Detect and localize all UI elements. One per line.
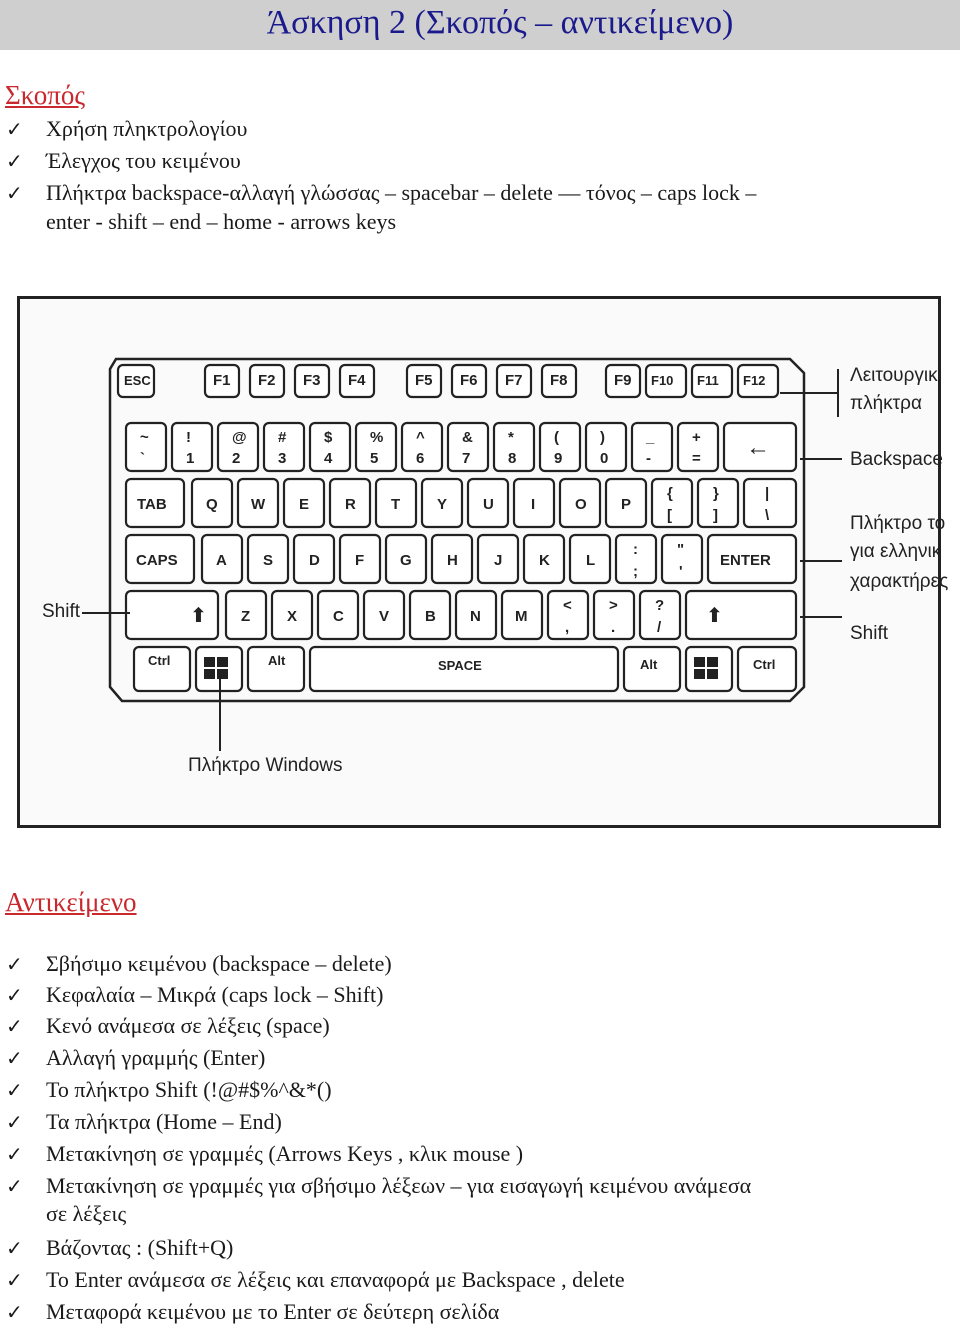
check-icon: ✓ [6,149,23,173]
key-alt-label: Alt [268,653,286,668]
key-bottom-label: / [657,619,662,636]
check-icon: ✓ [6,181,23,205]
keyboard-diagram [20,299,949,825]
list-item [6,1010,330,1042]
key-letter-label: P [621,496,632,513]
key-letter-label: G [400,552,412,569]
key-letter-label: L [586,552,596,569]
check-icon: ✓ [6,1268,23,1292]
list-item-text: Βάζοντας : (Shift+Q) [46,1235,234,1260]
list-item-text: Κεφαλαία – Μικρά (caps lock – Shift) [46,982,384,1007]
list-item [6,1042,265,1074]
key-letter-label: D [309,552,320,569]
key-top-label: " [677,541,685,558]
page-title: Άσκηση 2 (Σκοπός – αντικείμενο) [266,4,734,41]
annotation-shift-left: Shift [42,601,81,622]
key-bottom-label: 6 [416,450,425,467]
check-icon: ✓ [6,1300,23,1324]
key-bottom-label: ' [679,563,683,580]
check-icon: ✓ [6,1236,23,1260]
list-item [6,1138,523,1170]
key-letter-label: V [379,608,390,625]
key-top-label: ) [600,429,605,446]
qwerty-row [126,479,796,527]
key-letter-label: O [575,496,587,513]
key-letter-label: M [515,608,528,625]
list-item [6,979,383,1011]
shift-row [126,591,796,639]
list-item-text: Τα πλήκτρα (Home – End) [46,1109,282,1134]
key-top-label: * [508,429,514,446]
key-f4-label: F4 [348,372,366,389]
key-letter-label: Q [206,496,218,513]
section-heading-skopos: Σκοπός [5,80,86,110]
key-f2-label: F2 [258,372,276,389]
list-item-text: Έλεγχος του κειμένου [46,148,241,173]
key-shift-right [686,591,796,639]
key-letter-label: X [287,608,298,625]
annotation-windows-key: Πλήκτρο Windows [188,755,343,776]
list-item [6,1106,282,1138]
key-letter-label: R [345,496,356,513]
key-f11-label: F11 [697,373,719,388]
key-top-label: { [667,485,673,502]
key-top-label: ~ [140,429,149,446]
check-icon: ✓ [6,1046,23,1070]
key-bottom-label: 5 [370,450,379,467]
key-bottom-label: 0 [600,450,609,467]
key-bottom-label: ` [140,450,145,467]
key-top-label: ! [186,429,191,446]
key-symbol [744,479,796,527]
key-bottom-label: 1 [186,450,195,467]
key-bottom-label: - [646,450,651,467]
annotation-greek-keys-line1: Πλήκτρο το [850,513,946,534]
check-icon: ✓ [6,1014,23,1038]
annotation-greek-keys-line3: χαρακτήρες [850,571,949,592]
key-top-label: } [713,485,719,502]
key-letter-label: K [539,552,550,569]
list-item-text: Χρήση πληκτρολογίου [46,116,248,141]
key-letter-label: A [216,552,227,569]
key-f5-label: F5 [415,372,433,389]
section-heading-antikeimeno: Αντικείμενο [5,887,137,917]
key-bottom-label: 8 [508,450,517,467]
key-letter-label: F [355,552,365,569]
backspace-arrow-icon: ← [746,434,770,461]
key-f7-label: F7 [505,372,523,389]
list-item-text: Αλλαγή γραμμής (Enter) [46,1045,266,1070]
key-bottom-label: 4 [324,450,333,467]
key-letter-label: Z [241,608,251,625]
check-icon: ✓ [6,1078,23,1102]
list-item [6,1296,499,1328]
check-icon: ✓ [6,983,23,1007]
function-row [118,365,778,397]
key-letter-label: W [251,496,266,513]
key-f6-label: F6 [460,372,478,389]
bottom-row [134,647,796,691]
shift-arrow-icon: ⬆ [706,605,723,627]
key-bottom-label: = [692,450,701,467]
key-letter-label: Y [437,496,448,513]
annotation-function-keys-line2: πλήκτρα [850,393,922,414]
list-item [6,948,392,980]
key-letter-label: N [470,608,481,625]
list-item-text: Σβήσιμο κειμένου (backspace – delete) [46,951,392,976]
key-bottom-label: [ [667,507,672,524]
list-item-text: Πλήκτρα backspace-αλλαγή γλώσσας – spacebar – delete — τόνος – caps lock – [46,180,757,205]
key-bottom-label: 2 [232,450,241,467]
key-bottom-label: ; [633,563,638,580]
key-letter-label: B [425,608,436,625]
key-top-label: # [278,429,287,446]
list-item-continuation: enter - shift – end – home - arrows keys [46,209,397,234]
key-f10-label: F10 [651,373,674,388]
check-icon: ✓ [6,952,23,976]
list-item [6,113,247,145]
key-bottom-label: , [565,619,570,636]
key-f12-label: F12 [743,373,766,388]
list-item-text: Κενό ανάμεσα σε λέξεις (space) [46,1013,330,1038]
shift-arrow-icon: ⬆ [190,605,207,627]
key-top-label: _ [646,429,655,446]
key-top-label: > [609,597,618,614]
key-bottom-label: . [611,619,616,636]
key-top-label: % [370,429,384,446]
key-top-label: : [633,541,638,558]
key-top-label: + [692,429,701,446]
key-ctrl-label: Ctrl [753,657,776,672]
key-alt-label: Alt [640,657,658,672]
number-row [126,423,796,471]
list-item [6,1074,332,1106]
list-item [6,145,241,177]
key-letter-label: C [333,608,344,625]
key-top-label: ^ [416,429,425,446]
list-item [6,1170,751,1202]
key-letter-label: I [531,496,536,513]
key-f8-label: F8 [550,372,568,389]
key-top-label: ? [655,597,665,614]
key-letter-label: E [299,496,310,513]
key-f1-label: F1 [213,372,231,389]
list-item-text: Μετακίνηση σε γραμμές (Arrows Keys , κλικ mouse ) [46,1141,524,1166]
key-top-label: & [462,429,473,446]
list-item-text: Το Enter ανάμεσα σε λέξεις και επαναφορά με Backspace , delete [46,1267,625,1292]
annotation-greek-keys-line2: για ελληνικ [850,541,942,562]
key-tab-label: TAB [137,496,167,513]
key-caps-label: CAPS [136,552,178,569]
key-letter-label: S [263,552,274,569]
list-item [6,177,756,209]
key-top-label: $ [324,429,333,446]
key-bottom-label: 3 [278,450,287,467]
key-top-label: ( [554,429,559,446]
key-ctrl-label: Ctrl [148,653,171,668]
key-letter-label: H [447,552,458,569]
check-icon: ✓ [6,1142,23,1166]
annotation-function-keys-line1: Λειτουργικ [850,365,938,386]
list-item [6,1232,233,1264]
key-esc-label: ESC [124,373,151,388]
check-icon: ✓ [6,117,23,141]
key-bottom-label: 9 [554,450,563,467]
key-top-label: < [563,597,572,614]
annotation-backspace: Backspace [850,449,943,470]
key-space-label: SPACE [438,658,482,673]
keyboard-figure [17,296,949,828]
key-top-label: @ [232,429,247,446]
list-item-text: Μετακίνηση σε γραμμές για σβήσιμο λέξεων – για εισαγωγή κειμένου ανάμεσα [46,1173,752,1198]
list-item-text: Το πλήκτρο Shift (!@#$%^&*() [46,1077,332,1102]
key-enter-label: ENTER [720,552,771,569]
key-letter-label: U [483,496,494,513]
annotation-shift-right: Shift [850,623,889,644]
key-top-label: | [765,485,770,502]
key-letter-label: J [494,552,503,569]
key-bottom-label: ] [713,507,718,524]
key-letter-label: T [391,496,401,513]
key-f9-label: F9 [614,372,632,389]
list-item-continuation: σε λέξεις [46,1201,127,1226]
list-item-text: Μεταφορά κειμένου με το Enter σε δεύτερη σελίδα [46,1299,500,1324]
key-bottom-label: 7 [462,450,471,467]
home-row [126,535,796,583]
key-f3-label: F3 [303,372,321,389]
check-icon: ✓ [6,1174,23,1198]
key-bottom-label: \ [765,507,770,524]
list-item [6,1264,625,1296]
check-icon: ✓ [6,1110,23,1134]
